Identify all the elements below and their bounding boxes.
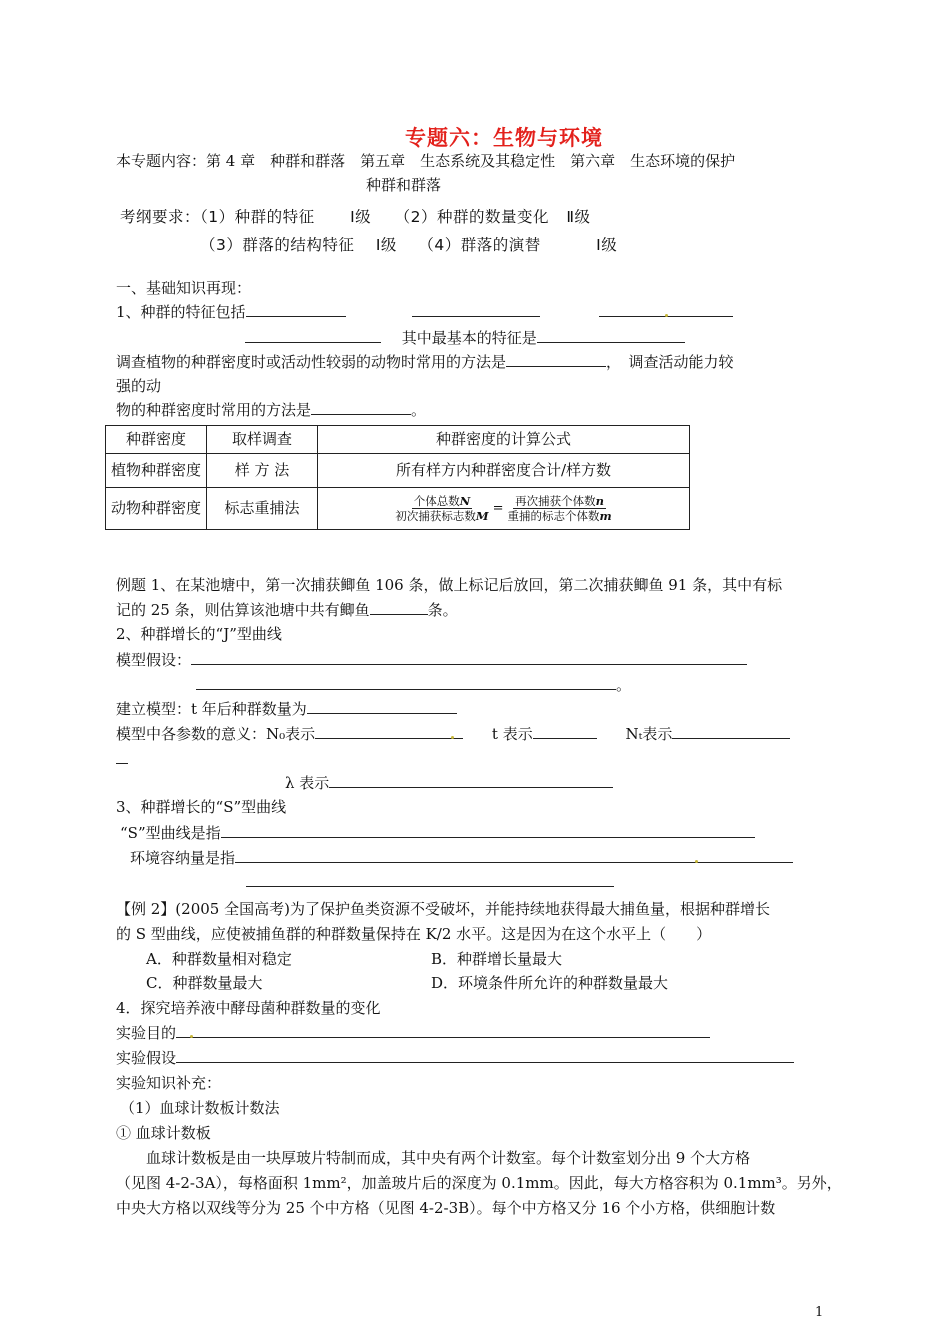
equals-sign: = [492,501,504,516]
blank[interactable] [116,748,128,764]
question-1-line-5: 物的种群密度时常用的方法是 。 [116,401,427,419]
density-table [105,425,690,530]
paragraph-line-2: （见图 4-2-3A），每格面积 1mm²，加盖玻片后的深度为 0.1mm。因此，每大方格容积为 0.1mm³。另外， [116,1174,842,1192]
paragraph-line-1: 血球计数板是由一块厚玻片特制而成，其中央有两个计数室。每个计数室划分出 9 个大方格 [146,1149,751,1167]
table-cell: 植物种群密度 [106,454,207,488]
blank[interactable] [599,301,733,317]
question-4-method-1: （1）血球计数板计数法 [120,1099,280,1117]
blank[interactable] [221,822,755,838]
table-row [106,454,690,488]
question-3-heading: 3、种群增长的“S”型曲线 [116,798,287,816]
question-3-s-curve: “S”型曲线是指 [120,822,755,844]
req-1-level: Ⅰ级 [350,208,372,226]
doc-title: 专题六：生物与环境 [405,125,603,150]
blank[interactable] [246,301,346,317]
req-1: （1）种群的特征 [200,208,315,226]
blank[interactable] [537,327,685,343]
table-header-row [106,426,690,454]
blank[interactable] [235,847,793,863]
blank[interactable] [370,599,428,615]
option-d[interactable]: D．环境条件所允许的种群数量最大 [431,974,669,992]
blank[interactable] [176,1022,710,1038]
example-2-line-1: 【例 2】(2005 全国高考)为了保护鱼类资源不受破坏，并能持续地获得最大捕鱼量，根据种群增长 [116,900,770,918]
blank[interactable] [246,871,614,887]
example-1-line-2: 记的 25 条，则估算该池塘中共有鲫鱼 条。 [116,601,458,619]
req-2-level: Ⅱ级 [566,208,591,226]
blank[interactable] [506,351,606,367]
blank[interactable] [311,399,411,415]
table-row [106,488,690,530]
example-1-line-1: 例题 1、在某池塘中，第一次捕获鲫鱼 106 条，做上标记后放回，第二次捕获鲫鱼 91 条，其中有标 [116,576,783,594]
table-header: 种群密度 [106,426,207,454]
dot-mark [665,314,668,317]
question-3-capacity-cont [246,871,614,893]
formula-cell [318,488,690,530]
question-1-line-1: 1、种群的特征包括 [116,301,733,323]
blank[interactable] [245,327,381,343]
table-cell: 所有样方内种群密度合计/样方数 [318,454,690,488]
req-4: （4）群落的演替 [418,236,541,254]
blank[interactable] [176,1047,794,1063]
question-4-method-1a: ① 血球计数板 [116,1124,211,1142]
scope-line: 本专题内容：第 4 章 种群和群落 第五章 生态系统及其稳定性 第六章 生态环境的保护 [116,152,736,170]
req-2: （2）种群的数量变化 [394,208,549,226]
question-2-lambda: λ 表示 [285,772,613,794]
option-c[interactable]: C．种群数量最大 [146,974,263,992]
question-1-line-2: 其中最基本的特征是 [245,327,685,349]
section-1-heading: 一、基础知识再现： [116,279,252,297]
blank[interactable] [196,674,616,690]
table-cell: 样 方 法 [207,454,318,488]
req-4-level: Ⅰ级 [596,236,618,254]
blank[interactable] [672,723,790,739]
question-2-model: 建立模型：t 年后种群数量为 [116,698,457,720]
example-2-line-2: 的 S 型曲线，应使被捕鱼群的种群数量保持在 K/2 水平。这是因为在这个水平上（ ） [116,925,712,943]
question-4-hypothesis: 实验假设 [116,1047,794,1069]
req-3-level: Ⅰ级 [375,236,397,254]
subtitle: 种群和群落 [366,176,442,194]
fraction-left: $\frac{\text{个体总数N}}{\text{初次捕获标志数M}}$ [395,494,489,523]
question-4-heading: 4．探究培养液中酵母菌种群数量的变化 [116,999,381,1017]
requirements-row-1 [120,206,591,228]
table-cell: 标志重捕法 [207,488,318,530]
table-header: 种群密度的计算公式 [318,426,690,454]
option-b[interactable]: B．种群增长量最大 [431,950,563,968]
dot-mark [695,860,698,863]
fraction-right: $\frac{\text{再次捕获个体数n}}{\text{重捕的标志个体数m}}$ [507,494,612,523]
blank[interactable] [329,772,613,788]
blank[interactable] [191,649,747,665]
dot-mark [451,736,454,739]
question-2-assume: 模型假设： [116,649,747,671]
blank[interactable] [307,698,457,714]
table-cell: 动物种群密度 [106,488,207,530]
table-header: 取样调查 [207,426,318,454]
req-label: 考纲要求： [120,208,201,226]
question-2-params: 模型中各参数的意义：N₀表示 t 表示 Nₜ表示 [116,723,790,745]
question-2-heading: 2、种群增长的“J”型曲线 [116,625,282,643]
question-4-supplement: 实验知识补充： [116,1074,222,1092]
question-4-goal: 实验目的 [116,1022,710,1044]
blank[interactable] [412,301,540,317]
blank[interactable] [315,723,463,739]
paragraph-line-3: 中央大方格以双线等分为 25 个中方格（见图 4-2-3B）。每个中方格又分 16 个小方格，供细胞计数 [116,1199,776,1217]
question-2-params-wrap [116,748,128,770]
question-2-assume-cont: 。 [196,674,631,696]
question-3-capacity: 环境容纳量是指 [130,847,793,869]
blank[interactable] [533,723,597,739]
option-a[interactable]: A．种群数量相对稳定 [146,950,292,968]
question-1-line-3: 调查植物的种群密度时或活动性较弱的动物时常用的方法是 ， 调查活动能力较 [116,353,734,371]
requirements-row-2 [200,234,617,256]
page-number: 1 [815,1305,824,1320]
question-1-line-4: 强的动 [116,377,162,395]
dot-mark [190,1035,193,1038]
req-3: （3）群落的结构特征 [200,236,355,254]
